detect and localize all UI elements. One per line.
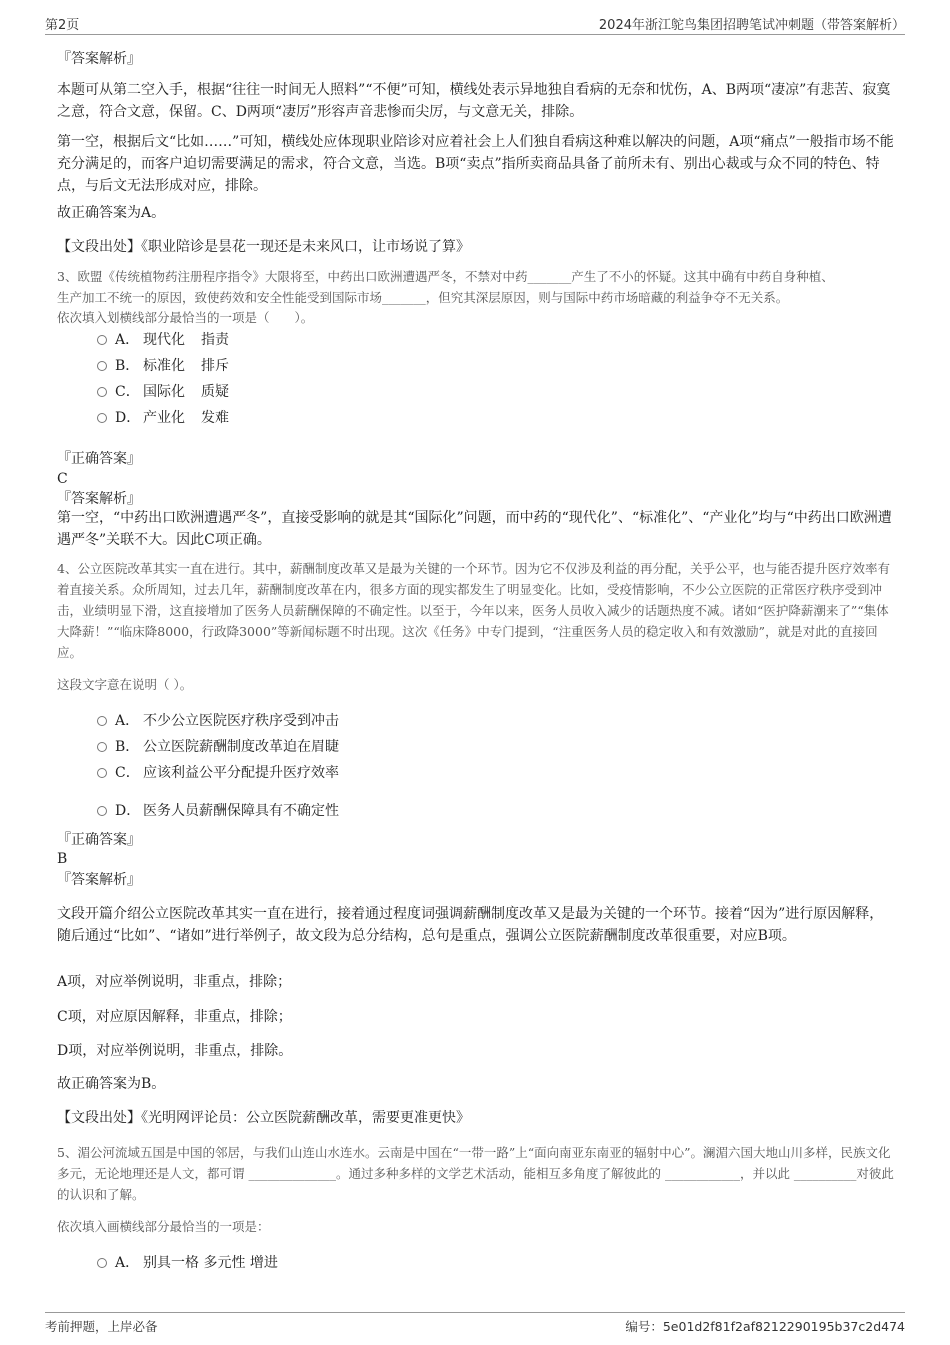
q4-answer-label: 『正确答案』 xyxy=(57,832,141,848)
q2-analysis-p1: 本题可从第二空入手，根据“往往一时间无人照料”“不便”可知，横线处表示异地独自看病的无奈和忧伤，A、B两项“凄凉”有悲苦、寂寞之意，符合文意，保留。C、D两项“凄厉”形容声音悲惨而尖厉，与文意无关，排除。 xyxy=(57,82,891,120)
q3-answer: C xyxy=(57,471,68,487)
q5-text: 5、湄公河流域五国是中国的邻居，与我们山连山水连水。云南是中国在“一带一路”上“面向南亚东南亚的辐射中心”。澜湄六国大地山川多样，民族文化多元，无论地理还是人文，都可谓 ______________。通过多种多样的文学艺术活动，能相互多角度了解彼此的 ____________，并以此 __________对彼此的认识和了解。 xyxy=(57,1145,894,1202)
q4-analysis-p4: D项，对应举例说明，非重点，排除。 xyxy=(57,1043,293,1059)
document-id xyxy=(625,1317,905,1335)
q4-question: 这段文字意在说明（ ）。 xyxy=(57,677,193,692)
q5-question: 依次填入画横线部分最恰当的一项是： xyxy=(57,1219,270,1234)
q3-answer-label: 『正确答案』 xyxy=(57,451,141,467)
q4-analysis-label: 『答案解析』 xyxy=(57,872,141,888)
q3-option-c[interactable]: C． 国际化 质疑 xyxy=(97,381,229,403)
q3-option-a[interactable]: A． 现代化 指责 xyxy=(97,329,229,351)
q3-option-d[interactable]: D． 产业化 发难 xyxy=(97,407,229,429)
page-number: 第2页 xyxy=(45,18,80,33)
q3-question: 依次填入划横线部分最恰当的一项是（ ）。 xyxy=(57,310,314,325)
q4-analysis-p3: C项，对应原因解释，非重点，排除； xyxy=(57,1009,292,1025)
document-id-value: 5e01d2f81f2af8212290195b37c2d474 xyxy=(662,1319,905,1334)
radio-icon[interactable] xyxy=(97,361,107,371)
page-header xyxy=(45,12,905,35)
q2-source: 【文段出处】《职业陪诊是昙花一现还是未来风口，让市场说了算》 xyxy=(57,239,470,255)
q4-analysis-p2: A项，对应举例说明，非重点，排除； xyxy=(57,974,292,990)
q2-conclusion: 故正确答案为A。 xyxy=(57,205,166,221)
document-title: 2024年浙江鸵鸟集团招聘笔试冲刺题（带答案解析） xyxy=(598,18,905,33)
radio-icon[interactable] xyxy=(97,335,107,345)
q4-option-c[interactable]: C． 应该利益公平分配提升医疗效率 xyxy=(97,762,339,784)
page-footer xyxy=(45,1312,905,1339)
q3-analysis: 第一空，“中药出口欧洲遭遇严冬”，直接受影响的就是其“国际化”问题，而中药的“现代化”、“标准化”、“产业化”均与“中药出口欧洲遭遇严冬”关联不大。因此C项正确。 xyxy=(57,510,892,548)
radio-icon[interactable] xyxy=(97,806,107,816)
q3-text-line2: 生产加工不统一的原因，致使药效和安全性能受到国际市场_______，但究其深层原因，则与国际中药市场暗藏的利益争夺不无关系。 xyxy=(57,290,789,305)
q4-answer: B xyxy=(57,851,68,867)
q3-text-line1: 3、欧盟《传统植物药注册程序指令》大限将至，中药出口欧洲遭遇严冬，不禁对中药_______产生了不小的怀疑。这其中确有中药自身种植、 xyxy=(57,269,834,284)
footer-slogan: 考前押题，上岸必备 xyxy=(45,1319,158,1334)
radio-icon[interactable] xyxy=(97,716,107,726)
radio-icon[interactable] xyxy=(97,387,107,397)
radio-icon[interactable] xyxy=(97,742,107,752)
q5-option-a[interactable]: A． 别具一格 多元性 增进 xyxy=(97,1252,278,1274)
document-id-label: 编号： xyxy=(625,1319,663,1334)
q4-analysis-p1: 文段开篇介绍公立医院改革其实一直在进行，接着通过程度词强调薪酬制度改革又是最为关键的一个环节。接着“因为”进行原因解释，随后通过“比如”、“诸如”进行举例子，故文段为总分结构，总句是重点，强调公立医院薪酬制度改革很重要，对应B项。 xyxy=(57,906,884,944)
q2-analysis-label: 『答案解析』 xyxy=(57,51,141,67)
q4-option-d[interactable]: D． 医务人员薪酬保障具有不确定性 xyxy=(97,800,339,822)
q4-option-b[interactable]: B． 公立医院薪酬制度改革迫在眉睫 xyxy=(97,736,339,758)
q4-conclusion: 故正确答案为B。 xyxy=(57,1076,166,1092)
q4-text: 4、公立医院改革其实一直在进行。其中，薪酬制度改革又是最为关键的一个环节。因为它不仅涉及利益的再分配，关乎公平，也与能否提升医疗效率有着直接关系。众所周知，过去几年，薪酬制度改革在内，很多方面的现实都发生了明显变化。比如，受疫情影响，不少公立医院的正常医疗秩序受到冲击，业绩明显下滑，这直接增加了医务人员薪酬保障的不确定性。以至于，今年以来，医务人员收入减少的话题热度不减。诸如“医护降薪潮来了”“集体大降薪！”“临床降8000，行政降3000”等新闻标题不时出现。这次《任务》中专门提到，“注重医务人员的稳定收入和有效激励”，就是对此的直接回应。 xyxy=(57,561,890,660)
q4-source: 【文段出处】《光明网评论员：公立医院薪酬改革，需要更准更快》 xyxy=(57,1110,470,1126)
radio-icon[interactable] xyxy=(97,1258,107,1268)
radio-icon[interactable] xyxy=(97,413,107,423)
radio-icon[interactable] xyxy=(97,768,107,778)
q4-option-a[interactable]: A． 不少公立医院医疗秩序受到冲击 xyxy=(97,710,339,732)
q3-option-b[interactable]: B． 标准化 排斥 xyxy=(97,355,229,377)
q2-analysis-p2: 第一空，根据后文“比如……”可知，横线处应体现职业陪诊对应着社会上人们独自看病这种难以解决的问题，A项“痛点”一般指市场不能充分满足的，而客户迫切需要满足的需求，符合文意，当选。B项“卖点”指所卖商品具备了前所未有、别出心裁或与众不同的特色、特点，与后文无法形成对应，排除。 xyxy=(57,134,894,194)
q3-analysis-label: 『答案解析』 xyxy=(57,491,141,507)
